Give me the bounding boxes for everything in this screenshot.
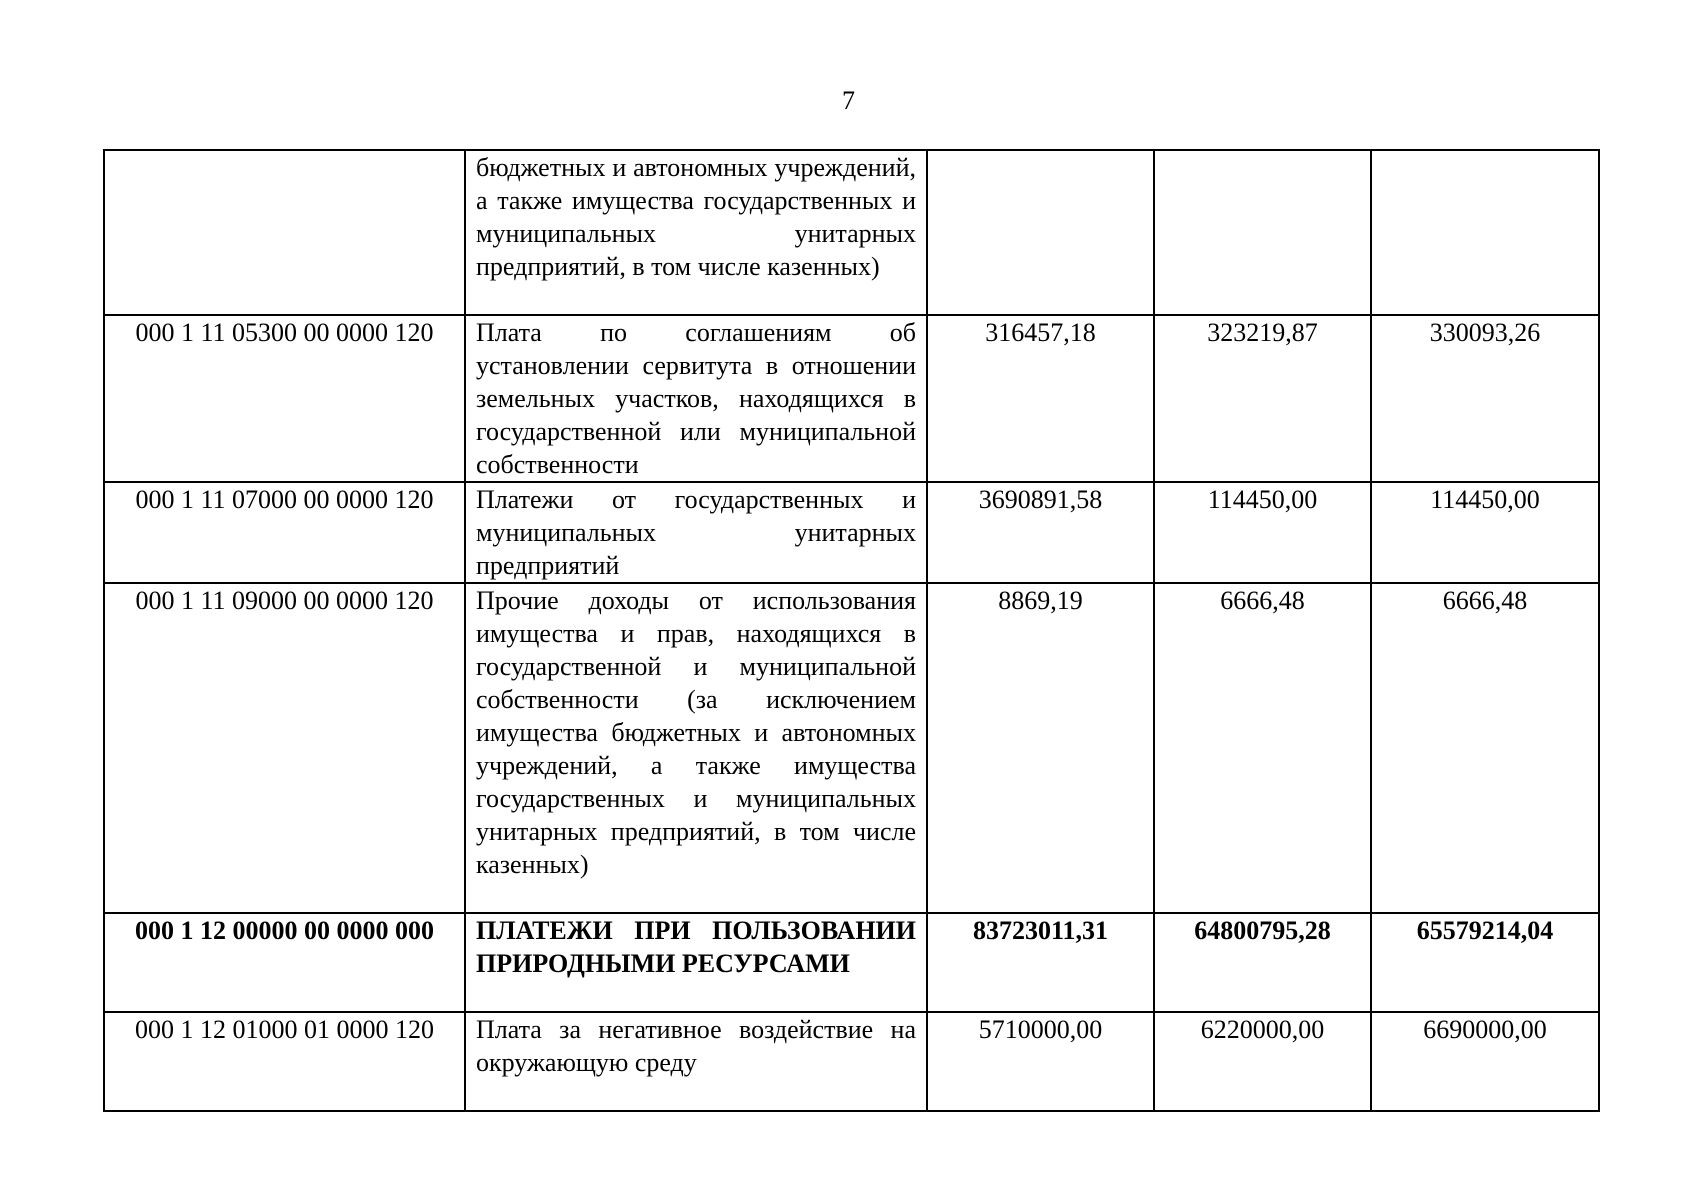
revenue-code: 000 1 12 00000 00 0000 000 [104, 913, 465, 1012]
table-row [104, 583, 1599, 913]
table-row-section-total [104, 913, 1599, 1012]
revenue-code [104, 150, 465, 315]
revenue-code: 000 1 12 01000 01 0000 120 [104, 1012, 465, 1111]
table-row [104, 150, 1599, 315]
table-row [104, 482, 1599, 583]
revenue-name: Платежи от государственных и муниципальных унитарных предприятий [465, 482, 927, 583]
amount-col-3 [1371, 150, 1599, 315]
amount-col-3: 65579214,04 [1371, 913, 1599, 1012]
revenue-name: бюджетных и автономных учреждений, а также имущества государственных и муниципальных унитарных предприятий, в том числе казенных) [465, 150, 927, 315]
revenue-name: Плата по соглашениям об установлении сервитута в отношении земельных участков, находящихся в государственной или муниципальной собственности [465, 315, 927, 482]
revenue-name: ПЛАТЕЖИ ПРИ ПОЛЬЗОВАНИИ ПРИРОДНЫМИ РЕСУРСАМИ [465, 913, 927, 1012]
amount-col-3: 6690000,00 [1371, 1012, 1599, 1111]
amount-col-1: 3690891,58 [927, 482, 1154, 583]
amount-col-3: 114450,00 [1371, 482, 1599, 583]
table-row [104, 315, 1599, 482]
amount-col-2: 64800795,28 [1154, 913, 1371, 1012]
revenue-code: 000 1 11 09000 00 0000 120 [104, 583, 465, 913]
amount-col-1: 83723011,31 [927, 913, 1154, 1012]
revenue-table [103, 149, 1600, 1112]
amount-col-2: 6666,48 [1154, 583, 1371, 913]
amount-col-3: 330093,26 [1371, 315, 1599, 482]
page-number: 7 [842, 86, 855, 115]
amount-col-3: 6666,48 [1371, 583, 1599, 913]
table-row [104, 1012, 1599, 1111]
revenue-code: 000 1 11 07000 00 0000 120 [104, 482, 465, 583]
revenue-code: 000 1 11 05300 00 0000 120 [104, 315, 465, 482]
amount-col-2 [1154, 150, 1371, 315]
amount-col-1: 5710000,00 [927, 1012, 1154, 1111]
amount-col-1: 8869,19 [927, 583, 1154, 913]
amount-col-1 [927, 150, 1154, 315]
amount-col-2: 114450,00 [1154, 482, 1371, 583]
amount-col-2: 323219,87 [1154, 315, 1371, 482]
revenue-name: Плата за негативное воздействие на окружающую среду [465, 1012, 927, 1111]
revenue-name: Прочие доходы от использования имущества и прав, находящихся в государственной и муниципальной собственности (за исключением имущества бюджетных и автономных учреждений, а также имущества государственных и муниципальных унитарных предприятий, в том числе казенных) [465, 583, 927, 913]
amount-col-1: 316457,18 [927, 315, 1154, 482]
amount-col-2: 6220000,00 [1154, 1012, 1371, 1111]
